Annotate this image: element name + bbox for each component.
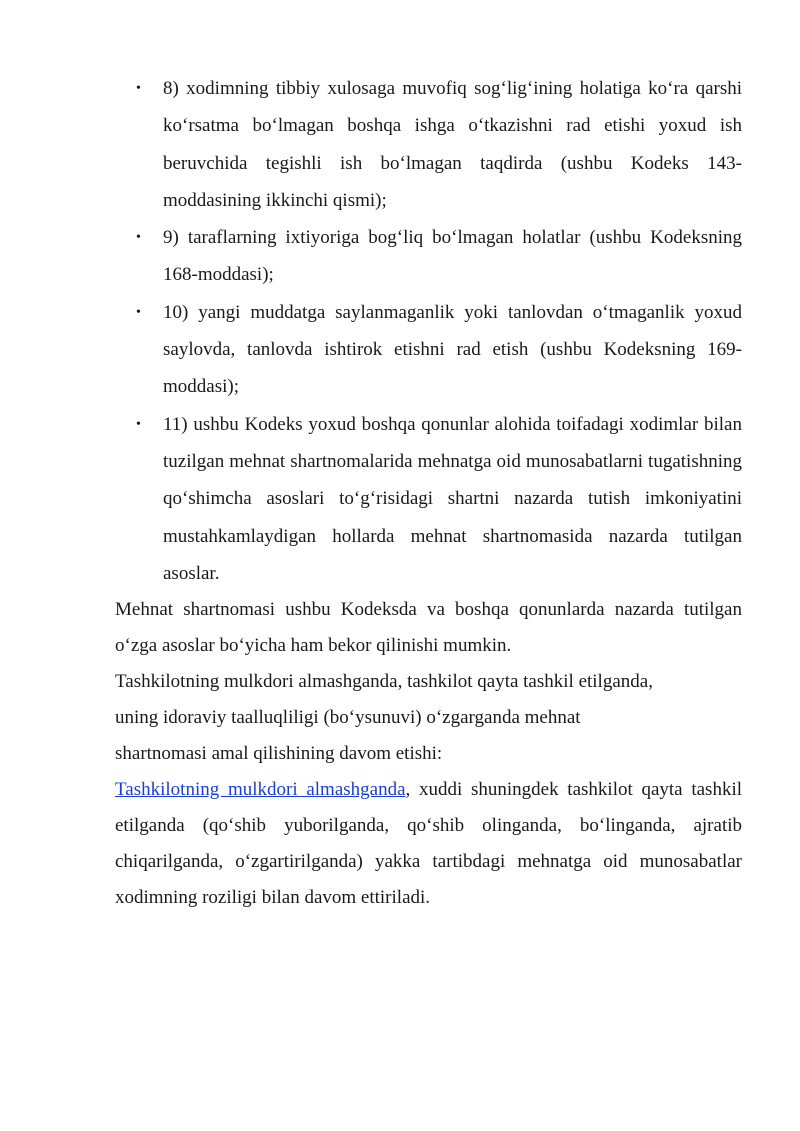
list-item-text: 11) ushbu Kodeks yoxud boshqa qonunlar alohida toifadagi xodimlar bilan tuzilgan mehnat shartnomalarida mehnatga oid munosabatlarni tugatishning qo‘shimcha asoslari to‘g‘risidagi shartni nazarda tutish imkoniyatini mustahkamlaydigan hollarda mehnat shartnomasida nazarda tutilgan asoslar. (163, 413, 742, 584)
list-item (115, 219, 742, 294)
list-item-text: 10) yangi muddatga saylanmaganlik yoki tanlovdan o‘tmaganlik yoxud saylovda, tanlovda ishtirok etishni rad etish (ushbu Kodeksning 169-moddasi); (163, 301, 742, 398)
continuation-heading-paragraph (115, 664, 742, 772)
list-item (115, 294, 742, 406)
paragraph-line: shartnomasi amal qilishining davom etishi: (115, 743, 443, 765)
list-item (115, 70, 742, 219)
list-item-text: 8) xodimning tibbiy xulosaga muvofiq sog‘lig‘ining holatiga ko‘ra qarshi ko‘rsatma bo‘lmagan boshqa ishga o‘tkazishni rad etishi yoxud ish beruvchida tegishli ish bo‘lmagan taqdirda (ushbu Kodeks 143-moddasining ikkinchi qismi); (163, 78, 742, 211)
dismissal-grounds-list (115, 70, 742, 592)
list-item-text: 9) taraflarning ixtiyoriga bog‘liq bo‘lmagan holatlar (ushbu Kodeksning 168-moddasi); (163, 227, 742, 286)
bullet-icon: • (136, 304, 141, 320)
paragraph-line: uning idoraviy taalluqliligi (bo‘ysunuvi) o‘zgarganda mehnat (115, 707, 581, 729)
other-grounds-paragraph: Mehnat shartnomasi ushbu Kodeksda va boshqa qonunlarda nazarda tutilgan o‘zga asoslar bo‘yicha ham bekor qilinishi mumkin. (115, 599, 742, 657)
paragraph-line: Tashkilotning mulkdori almashganda, tashkilot qayta tashkil etilganda, (115, 671, 653, 693)
reorganization-text: , xuddi shuningdek tashkilot qayta tashkil etilganda (qo‘shib yuborilganda, qo‘shib olinganda, bo‘linganda, ajratib chiqarilganda, o‘zgartirilganda) yakka tartibdagi mehnatga oid munosabatlar xodimning roziligi bilan davom ettiriladi. (115, 779, 742, 909)
document-page (115, 70, 742, 916)
bullet-icon: • (136, 416, 141, 432)
owner-change-link[interactable]: Tashkilotning mulkdori almashganda (115, 779, 406, 801)
bullet-icon: • (136, 81, 141, 96)
reorganization-paragraph (115, 772, 742, 916)
list-item (115, 406, 742, 592)
bullet-icon: • (136, 230, 141, 246)
